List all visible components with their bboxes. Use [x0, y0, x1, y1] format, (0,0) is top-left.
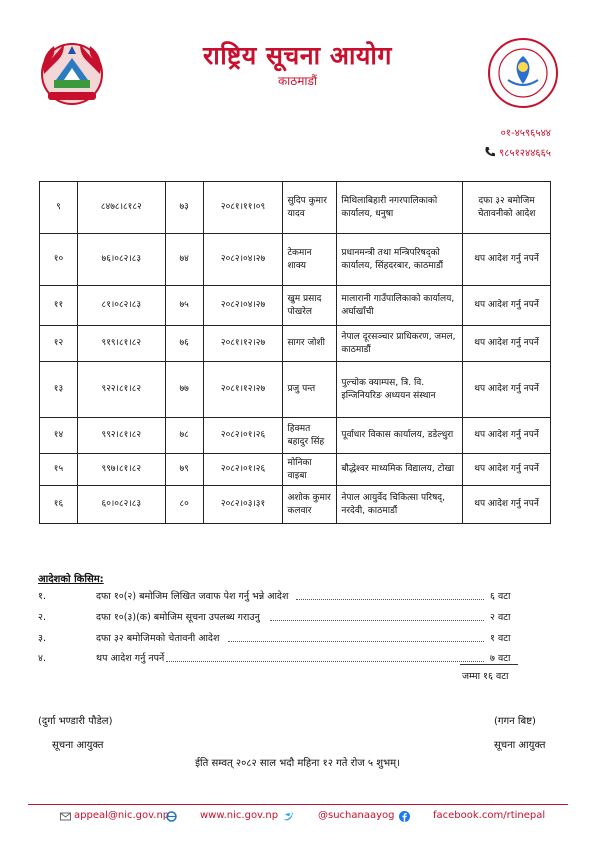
right-signatory-title: सूचना आयुक्त — [494, 740, 546, 751]
order-types-heading: आदेशको किसिम: — [38, 574, 104, 585]
row-public-body: पूर्वाधार विकास कार्यालय, डडेल्धुरा — [337, 418, 463, 454]
row-serial-number: १० — [40, 234, 78, 286]
summary-description: दफा ३२ बमोजिमको चेतावनी आदेश — [96, 633, 220, 644]
table-row — [40, 486, 551, 524]
twitter-icon — [283, 811, 294, 822]
summary-row — [38, 610, 518, 626]
row-code: ७८ — [165, 418, 203, 454]
row-order-decision: थप आदेश गर्नु नपर्ने — [463, 454, 551, 486]
row-registration-number: ९१९।८१।८२ — [77, 326, 165, 362]
row-serial-number: १२ — [40, 326, 78, 362]
summary-number: १. — [38, 591, 46, 602]
total-divider — [460, 664, 518, 665]
leader-dots — [166, 661, 484, 662]
row-date: २०८२।०४।२७ — [203, 234, 283, 286]
row-registration-number: ९२२।८१।८२ — [77, 362, 165, 418]
row-code: ८० — [165, 486, 203, 524]
summary-row — [38, 631, 518, 647]
facebook-icon — [399, 811, 410, 822]
row-public-body: प्रधानमन्त्री तथा मन्त्रिपरिषद्को कार्यालय, सिंहदरबार, काठमाडौं — [337, 234, 463, 286]
summary-row — [38, 651, 518, 667]
row-date: २०८२।०४।२७ — [203, 286, 283, 326]
row-registration-number: ६०।०८२।८३ — [77, 486, 165, 524]
phone-number-2-text: ९८५१२४४६६५ — [499, 148, 551, 159]
email-icon — [60, 811, 71, 822]
footer — [0, 810, 595, 828]
summary-description: थप आदेश गर्नु नपर्ने — [96, 653, 165, 664]
organization-title: राष्ट्रिय सूचना आयोग — [203, 41, 392, 70]
row-order-decision: थप आदेश गर्नु नपर्ने — [463, 286, 551, 326]
summary-number: ३. — [38, 633, 46, 644]
orders-table-body — [40, 182, 551, 524]
row-code: ७७ — [165, 362, 203, 418]
table-row — [40, 362, 551, 418]
left-signatory-title: सूचना आयुक्त — [52, 740, 104, 751]
row-order-decision: दफा ३२ बमोजिम चेतावनीको आदेश — [463, 182, 551, 234]
row-order-decision: थप आदेश गर्नु नपर्ने — [463, 326, 551, 362]
table-row — [40, 326, 551, 362]
footer-divider — [28, 804, 568, 805]
row-registration-number: ९९७।८१।८२ — [77, 454, 165, 486]
row-applicant-name: अशोक कुमार कलवार — [283, 486, 337, 524]
summary-count: १ वटा — [490, 633, 511, 644]
phone-icon — [484, 146, 496, 158]
summary-description: दफा १०(२) बमोजिम लिखित जवाफ पेश गर्नु भन्ने आदेश — [96, 591, 289, 602]
table-row — [40, 286, 551, 326]
row-serial-number: १३ — [40, 362, 78, 418]
right-signatory-name: (गगन बिष्ट) — [494, 716, 536, 727]
row-public-body: नेपाल आयुर्वेद चिकित्सा परिषद्, नरदेवी, काठमाडौं — [337, 486, 463, 524]
row-registration-number: ७६।०८२।८३ — [77, 234, 165, 286]
table-row — [40, 182, 551, 234]
summary-description: दफा १०(३)(क) बमोजिम सूचना उपलब्ध गराउनु — [96, 612, 260, 623]
row-registration-number: ८१।०८२।८३ — [77, 286, 165, 326]
row-code: ७६ — [165, 326, 203, 362]
row-serial-number: ११ — [40, 286, 78, 326]
row-serial-number: १५ — [40, 454, 78, 486]
row-order-decision: थप आदेश गर्नु नपर्ने — [463, 418, 551, 454]
row-date: २०८२।०१।२६ — [203, 418, 283, 454]
summary-row — [38, 589, 518, 605]
summary-total: जम्मा १६ वटा — [462, 671, 509, 682]
row-applicant-name: प्रजु पन्त — [283, 362, 337, 418]
summary-number: २. — [38, 612, 46, 623]
issue-date-line: ईति सम्वत् २०८२ साल भदौ महिना १२ गते रोज ५ शुभम्। — [195, 758, 400, 769]
row-order-decision: थप आदेश गर्नु नपर्ने — [463, 486, 551, 524]
organization-city: काठमाडौं — [277, 74, 318, 88]
row-registration-number: ८४७८।८१८२ — [77, 182, 165, 234]
phone-number-2 — [484, 145, 551, 159]
row-order-decision: थप आदेश गर्नु नपर्ने — [463, 362, 551, 418]
summary-count: ७ वटा — [490, 653, 511, 664]
footer-email-link[interactable]: appeal@nic.gov.np — [74, 810, 170, 821]
row-code: ७५ — [165, 286, 203, 326]
row-applicant-name: हिक्मत बहादुर सिंह — [283, 418, 337, 454]
row-public-body: मालारानी गाउँपालिकाको कार्यालय, अर्घाखाँची — [337, 286, 463, 326]
row-date: २०८२।०१।२६ — [203, 454, 283, 486]
row-applicant-name: टेकमान शाक्य — [283, 234, 337, 286]
summary-count: २ वटा — [490, 612, 511, 623]
footer-twitter-link[interactable]: @suchanaayog — [318, 810, 395, 821]
phone-number-1: ०१-४५९६५४४ — [500, 128, 551, 139]
row-code: ७३ — [165, 182, 203, 234]
row-date: २०८२।०३।३१ — [203, 486, 283, 524]
row-code: ७९ — [165, 454, 203, 486]
summary-count: ६ वटा — [490, 591, 511, 602]
row-applicant-name: सागर जोशी — [283, 326, 337, 362]
row-date: २०८१।१२।२७ — [203, 362, 283, 418]
row-serial-number: १६ — [40, 486, 78, 524]
table-row — [40, 418, 551, 454]
row-applicant-name: मोनिका वाइबा — [283, 454, 337, 486]
row-public-body: बौद्धेश्वर माध्यमिक विद्यालय, टोखा — [337, 454, 463, 486]
row-public-body: नेपाल दूरसञ्चार प्राधिकरण, जमल, काठमाडौं — [337, 326, 463, 362]
row-date: २०८१।१२।२७ — [203, 326, 283, 362]
row-applicant-name: सुदिप कुमार यादव — [283, 182, 337, 234]
row-order-decision: थप आदेश गर्नु नपर्ने — [463, 234, 551, 286]
row-public-body: मिथिलाबिहारी नगरपालिकाको कार्यालय, धनुषा — [337, 182, 463, 234]
row-serial-number: ९ — [40, 182, 78, 234]
table-row — [40, 234, 551, 286]
footer-facebook-link[interactable]: facebook.com/rtinepal — [433, 810, 546, 821]
leader-dots — [228, 641, 484, 642]
browser-icon — [166, 811, 177, 822]
footer-website-link[interactable]: www.nic.gov.np — [200, 810, 279, 821]
row-applicant-name: खुम प्रसाद पोखरेल — [283, 286, 337, 326]
row-date: २०८१।११।०९ — [203, 182, 283, 234]
leader-dots — [296, 599, 484, 600]
table-row — [40, 454, 551, 486]
leader-dots — [270, 620, 484, 621]
left-signatory-name: (दुर्गा भण्डारी पौडेल) — [38, 716, 113, 727]
row-serial-number: १४ — [40, 418, 78, 454]
orders-table — [39, 181, 551, 524]
row-public-body: पुल्चोक क्याम्पस, त्रि. वि. इन्जिनियरिङ अध्ययन संस्थान — [337, 362, 463, 418]
summary-number: ४. — [38, 653, 46, 664]
row-registration-number: ९९२।८१।८२ — [77, 418, 165, 454]
row-code: ७४ — [165, 234, 203, 286]
